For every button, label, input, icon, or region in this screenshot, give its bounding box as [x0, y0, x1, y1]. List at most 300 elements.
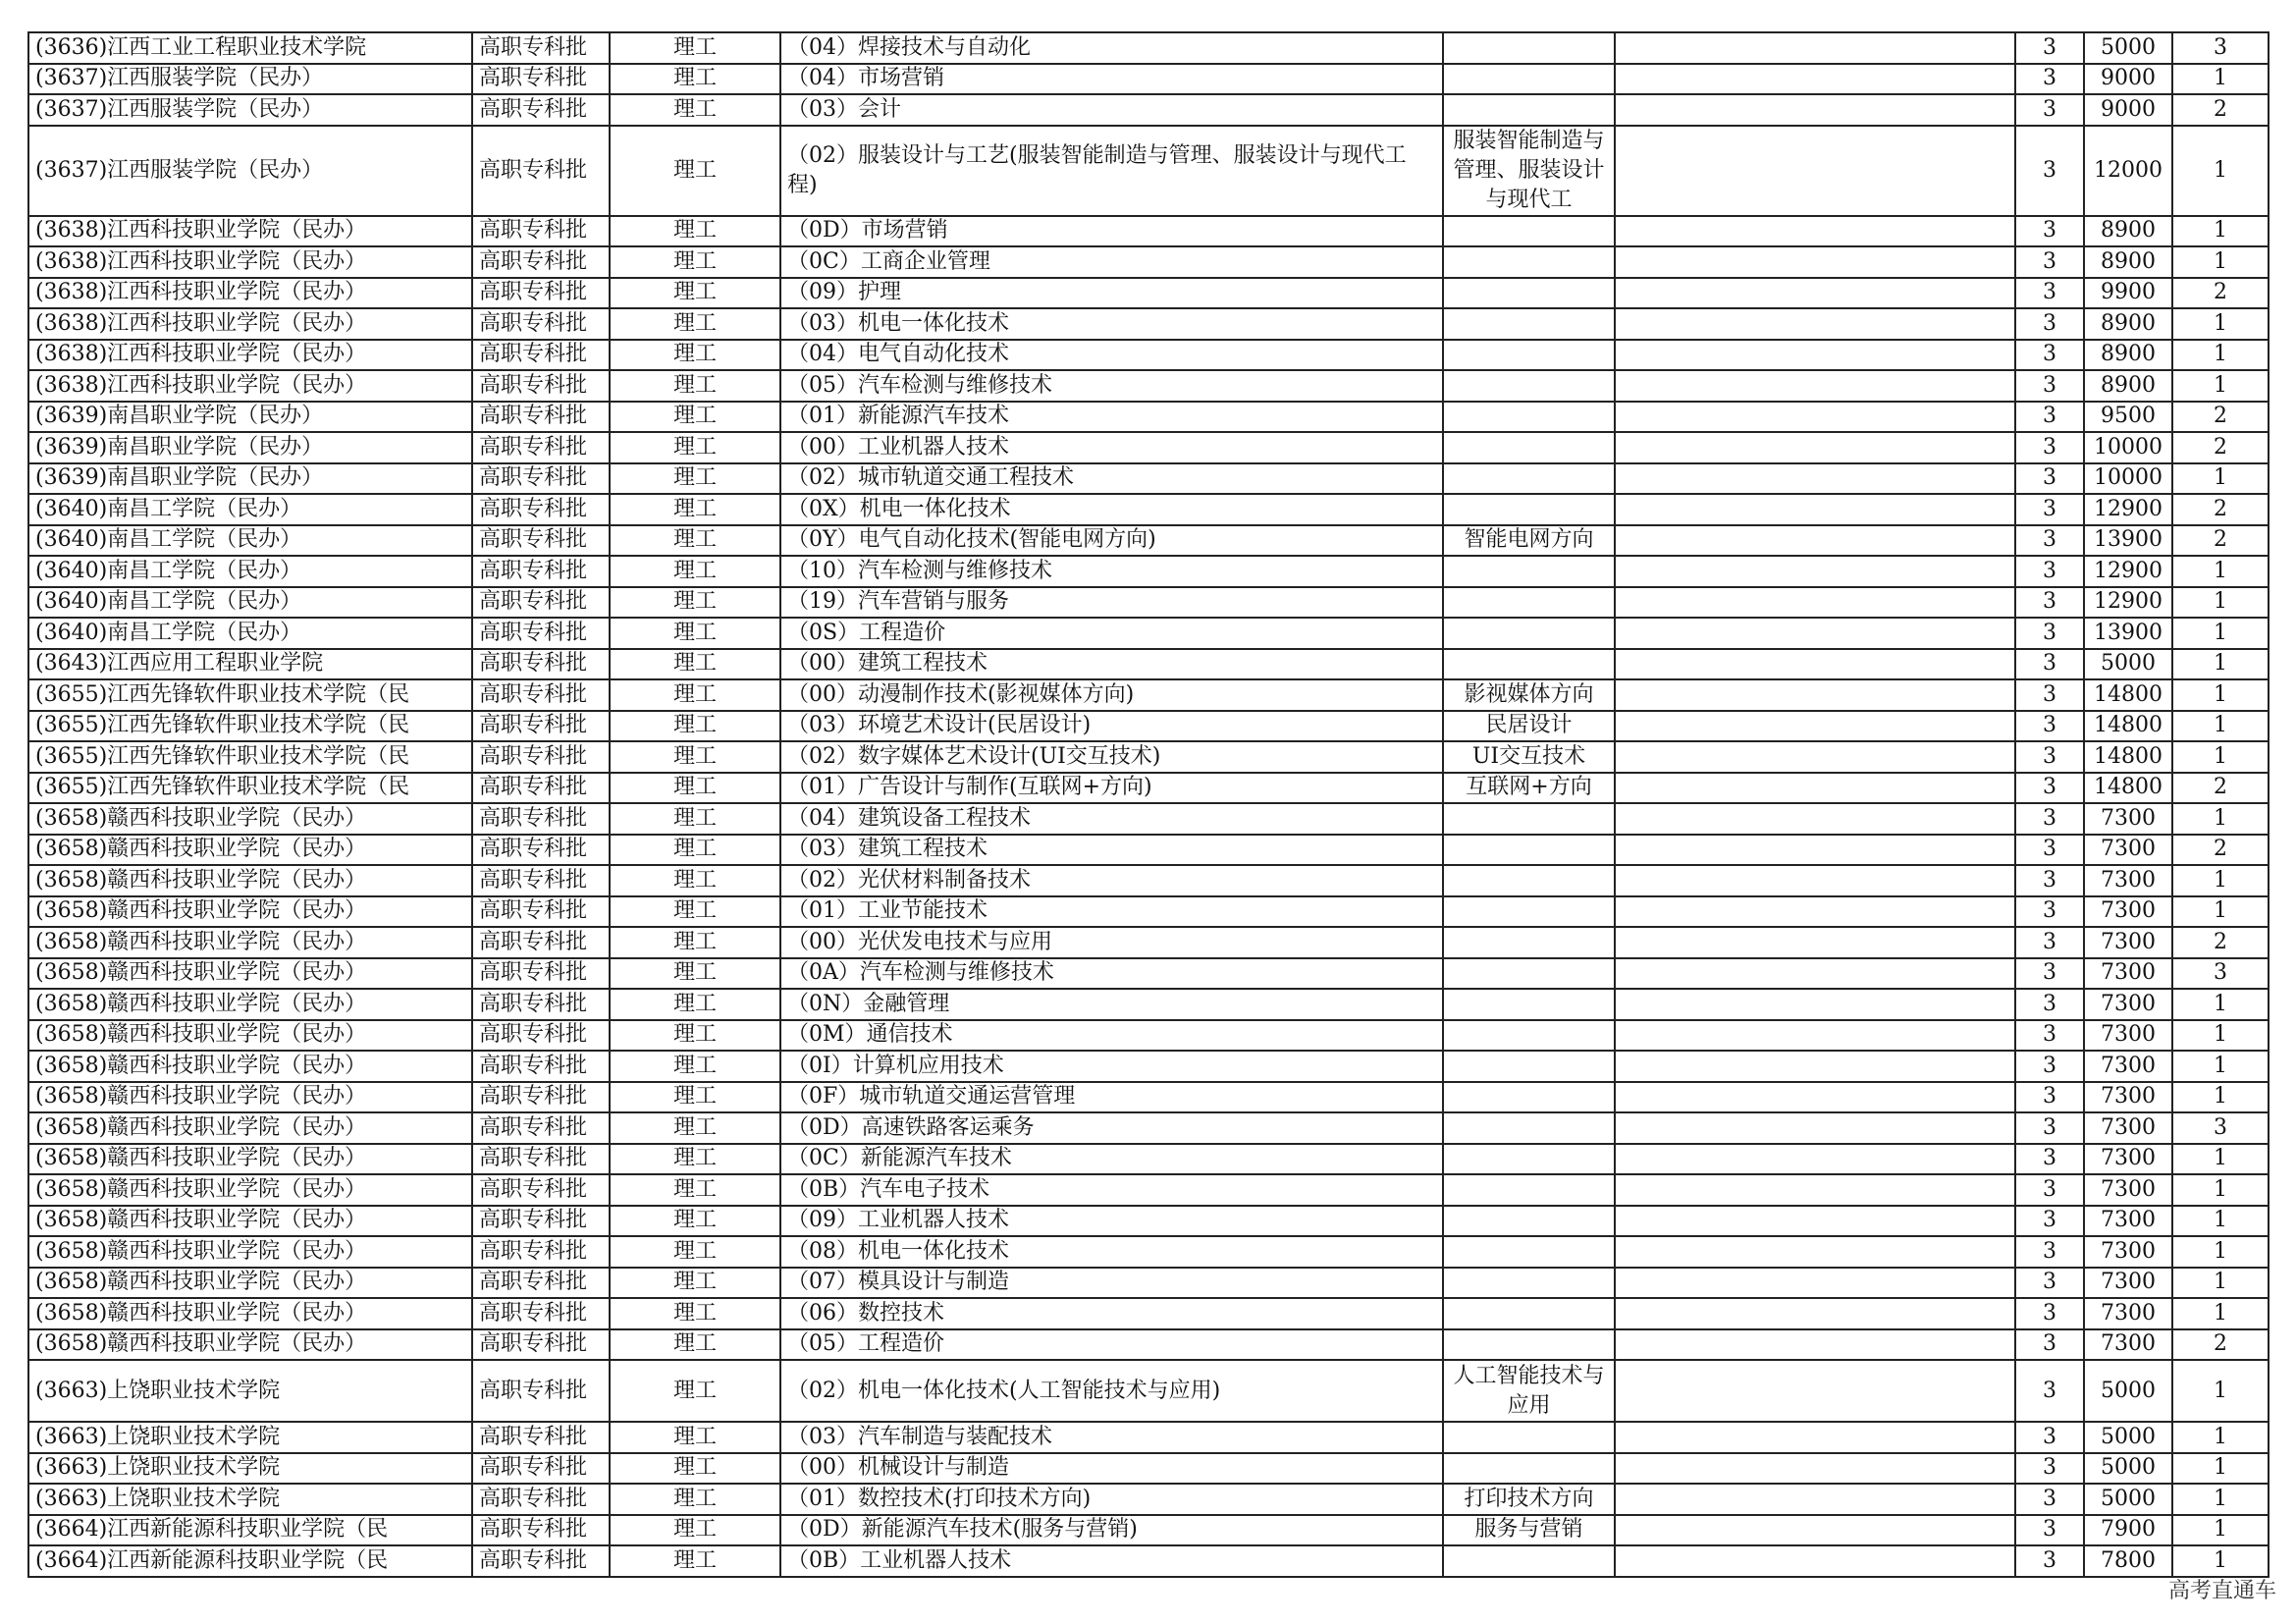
tuition-fee-cell: 12900	[2084, 556, 2172, 587]
major-note-cell: 影视媒体方向	[1443, 679, 1615, 711]
batch-cell: 高职专科批	[472, 618, 610, 649]
tuition-fee-cell: 12900	[2084, 587, 2172, 619]
batch-cell: 高职专科批	[472, 1329, 610, 1361]
subject-type-cell: 理工	[610, 927, 780, 958]
plan-count-cell: 1	[2172, 865, 2269, 896]
batch-cell: 高职专科批	[472, 896, 610, 928]
batch-cell: 高职专科批	[472, 1174, 610, 1206]
major-cell: （06）数控技术	[780, 1298, 1443, 1329]
major-note-cell	[1443, 1112, 1615, 1144]
remark-cell	[1615, 1545, 2015, 1577]
plan-count-cell: 1	[2172, 803, 2269, 835]
major-cell: （0D）市场营销	[780, 216, 1443, 247]
subject-type-cell: 理工	[610, 1206, 780, 1237]
plan-count-cell: 1	[2172, 1360, 2269, 1422]
study-years-cell: 3	[2015, 711, 2084, 742]
subject-type-cell: 理工	[610, 803, 780, 835]
watermark-text: 高考直通车	[2167, 1579, 2276, 1603]
batch-cell: 高职专科批	[472, 1020, 610, 1052]
batch-cell: 高职专科批	[472, 803, 610, 835]
table-row	[28, 679, 2269, 711]
major-cell: （0D）新能源汽车技术(服务与营销)	[780, 1515, 1443, 1546]
plan-count-cell: 1	[2172, 741, 2269, 773]
major-cell: （02）数字媒体艺术设计(UI交互技术)	[780, 741, 1443, 773]
major-note-cell	[1443, 246, 1615, 278]
plan-count-cell: 2	[2172, 835, 2269, 866]
school-name-cell: (3658)赣西科技职业学院（民办）	[28, 1236, 472, 1268]
remark-cell	[1615, 1268, 2015, 1299]
school-name-cell: (3658)赣西科技职业学院（民办）	[28, 1082, 472, 1113]
school-name-cell: (3638)江西科技职业学院（民办）	[28, 278, 472, 309]
major-cell: （00）机械设计与制造	[780, 1453, 1443, 1485]
subject-type-cell: 理工	[610, 556, 780, 587]
subject-type-cell: 理工	[610, 1360, 780, 1422]
major-cell: （07）模具设计与制造	[780, 1268, 1443, 1299]
subject-type-cell: 理工	[610, 1453, 780, 1485]
major-note-cell	[1443, 432, 1615, 463]
tuition-fee-cell: 14800	[2084, 741, 2172, 773]
study-years-cell: 3	[2015, 340, 2084, 371]
tuition-fee-cell: 5000	[2084, 32, 2172, 64]
major-note-cell	[1443, 1020, 1615, 1052]
major-note-cell	[1443, 835, 1615, 866]
remark-cell	[1615, 896, 2015, 928]
tuition-fee-cell: 13900	[2084, 525, 2172, 557]
remark-cell	[1615, 773, 2015, 804]
table-row	[28, 989, 2269, 1020]
subject-type-cell: 理工	[610, 1422, 780, 1453]
study-years-cell: 3	[2015, 1360, 2084, 1422]
school-name-cell: (3640)南昌工学院（民办）	[28, 494, 472, 525]
table-row	[28, 556, 2269, 587]
school-name-cell: (3658)赣西科技职业学院（民办）	[28, 1298, 472, 1329]
batch-cell: 高职专科批	[472, 679, 610, 711]
tuition-fee-cell: 5000	[2084, 1484, 2172, 1515]
major-note-cell	[1443, 463, 1615, 495]
subject-type-cell: 理工	[610, 896, 780, 928]
study-years-cell: 3	[2015, 525, 2084, 557]
school-name-cell: (3658)赣西科技职业学院（民办）	[28, 989, 472, 1020]
batch-cell: 高职专科批	[472, 556, 610, 587]
remark-cell	[1615, 432, 2015, 463]
batch-cell: 高职专科批	[472, 1082, 610, 1113]
plan-count-cell: 1	[2172, 1174, 2269, 1206]
subject-type-cell: 理工	[610, 308, 780, 340]
table-row	[28, 402, 2269, 433]
major-cell: （0D）高速铁路客运乘务	[780, 1112, 1443, 1144]
batch-cell: 高职专科批	[472, 711, 610, 742]
batch-cell: 高职专科批	[472, 835, 610, 866]
major-note-cell	[1443, 494, 1615, 525]
remark-cell	[1615, 246, 2015, 278]
remark-cell	[1615, 340, 2015, 371]
subject-type-cell: 理工	[610, 958, 780, 990]
study-years-cell: 3	[2015, 1298, 2084, 1329]
plan-count-cell: 2	[2172, 432, 2269, 463]
plan-count-cell: 1	[2172, 370, 2269, 402]
table-row	[28, 618, 2269, 649]
major-cell: （02）光伏材料制备技术	[780, 865, 1443, 896]
tuition-fee-cell: 7300	[2084, 1206, 2172, 1237]
tuition-fee-cell: 7300	[2084, 1020, 2172, 1052]
major-note-cell	[1443, 803, 1615, 835]
tuition-fee-cell: 13900	[2084, 618, 2172, 649]
major-cell: （09）工业机器人技术	[780, 1206, 1443, 1237]
plan-count-cell: 1	[2172, 64, 2269, 95]
study-years-cell: 3	[2015, 370, 2084, 402]
subject-type-cell: 理工	[610, 402, 780, 433]
major-note-cell	[1443, 94, 1615, 126]
batch-cell: 高职专科批	[472, 308, 610, 340]
batch-cell: 高职专科批	[472, 741, 610, 773]
school-name-cell: (3637)江西服装学院（民办）	[28, 64, 472, 95]
remark-cell	[1615, 1206, 2015, 1237]
remark-cell	[1615, 958, 2015, 990]
major-note-cell	[1443, 32, 1615, 64]
remark-cell	[1615, 1051, 2015, 1082]
remark-cell	[1615, 126, 2015, 216]
tuition-fee-cell: 10000	[2084, 463, 2172, 495]
school-name-cell: (3655)江西先锋软件职业技术学院（民	[28, 711, 472, 742]
tuition-fee-cell: 5000	[2084, 1360, 2172, 1422]
remark-cell	[1615, 711, 2015, 742]
plan-count-cell: 2	[2172, 494, 2269, 525]
table-row	[28, 711, 2269, 742]
tuition-fee-cell: 7300	[2084, 1174, 2172, 1206]
table-row	[28, 1268, 2269, 1299]
school-name-cell: (3639)南昌职业学院（民办）	[28, 463, 472, 495]
table-row	[28, 587, 2269, 619]
study-years-cell: 3	[2015, 679, 2084, 711]
major-cell: （00）建筑工程技术	[780, 649, 1443, 680]
school-name-cell: (3655)江西先锋软件职业技术学院（民	[28, 679, 472, 711]
major-cell: （0M）通信技术	[780, 1020, 1443, 1052]
tuition-fee-cell: 7300	[2084, 835, 2172, 866]
subject-type-cell: 理工	[610, 711, 780, 742]
plan-count-cell: 2	[2172, 402, 2269, 433]
major-cell: （04）建筑设备工程技术	[780, 803, 1443, 835]
batch-cell: 高职专科批	[472, 1545, 610, 1577]
major-cell: （0B）汽车电子技术	[780, 1174, 1443, 1206]
school-name-cell: (3664)江西新能源科技职业学院（民	[28, 1515, 472, 1546]
study-years-cell: 3	[2015, 1329, 2084, 1361]
major-note-cell	[1443, 308, 1615, 340]
tuition-fee-cell: 10000	[2084, 432, 2172, 463]
study-years-cell: 3	[2015, 94, 2084, 126]
school-name-cell: (3658)赣西科技职业学院（民办）	[28, 1144, 472, 1175]
major-note-cell: 民居设计	[1443, 711, 1615, 742]
remark-cell	[1615, 1174, 2015, 1206]
tuition-fee-cell: 14800	[2084, 773, 2172, 804]
subject-type-cell: 理工	[610, 1020, 780, 1052]
major-cell: （08）机电一体化技术	[780, 1236, 1443, 1268]
subject-type-cell: 理工	[610, 1236, 780, 1268]
table-row	[28, 1174, 2269, 1206]
subject-type-cell: 理工	[610, 1484, 780, 1515]
study-years-cell: 3	[2015, 402, 2084, 433]
study-years-cell: 3	[2015, 1112, 2084, 1144]
plan-count-cell: 1	[2172, 340, 2269, 371]
major-note-cell	[1443, 587, 1615, 619]
major-cell: （19）汽车营销与服务	[780, 587, 1443, 619]
study-years-cell: 3	[2015, 587, 2084, 619]
admission-plan-table	[27, 31, 2269, 1578]
subject-type-cell: 理工	[610, 1051, 780, 1082]
table-row	[28, 1236, 2269, 1268]
subject-type-cell: 理工	[610, 64, 780, 95]
tuition-fee-cell: 7300	[2084, 1236, 2172, 1268]
major-cell: （02）城市轨道交通工程技术	[780, 463, 1443, 495]
table-row	[28, 649, 2269, 680]
major-cell: （00）光伏发电技术与应用	[780, 927, 1443, 958]
remark-cell	[1615, 835, 2015, 866]
school-name-cell: (3663)上饶职业技术学院	[28, 1422, 472, 1453]
school-name-cell: (3640)南昌工学院（民办）	[28, 587, 472, 619]
plan-count-cell: 1	[2172, 308, 2269, 340]
batch-cell: 高职专科批	[472, 370, 610, 402]
plan-count-cell: 1	[2172, 711, 2269, 742]
tuition-fee-cell: 7300	[2084, 1051, 2172, 1082]
table-row	[28, 1020, 2269, 1052]
subject-type-cell: 理工	[610, 32, 780, 64]
study-years-cell: 3	[2015, 1545, 2084, 1577]
major-cell: （09）护理	[780, 278, 1443, 309]
major-cell: （03）机电一体化技术	[780, 308, 1443, 340]
study-years-cell: 3	[2015, 773, 2084, 804]
subject-type-cell: 理工	[610, 340, 780, 371]
tuition-fee-cell: 5000	[2084, 649, 2172, 680]
tuition-fee-cell: 7300	[2084, 958, 2172, 990]
school-name-cell: (3658)赣西科技职业学院（民办）	[28, 1112, 472, 1144]
subject-type-cell: 理工	[610, 679, 780, 711]
table-row	[28, 463, 2269, 495]
major-note-cell	[1443, 1298, 1615, 1329]
study-years-cell: 3	[2015, 649, 2084, 680]
remark-cell	[1615, 803, 2015, 835]
tuition-fee-cell: 7300	[2084, 1298, 2172, 1329]
remark-cell	[1615, 587, 2015, 619]
batch-cell: 高职专科批	[472, 216, 610, 247]
table-row	[28, 773, 2269, 804]
subject-type-cell: 理工	[610, 618, 780, 649]
remark-cell	[1615, 1453, 2015, 1485]
tuition-fee-cell: 7300	[2084, 989, 2172, 1020]
school-name-cell: (3640)南昌工学院（民办）	[28, 556, 472, 587]
major-cell: （00）工业机器人技术	[780, 432, 1443, 463]
tuition-fee-cell: 9000	[2084, 64, 2172, 95]
study-years-cell: 3	[2015, 803, 2084, 835]
remark-cell	[1615, 308, 2015, 340]
school-name-cell: (3658)赣西科技职业学院（民办）	[28, 865, 472, 896]
school-name-cell: (3658)赣西科技职业学院（民办）	[28, 896, 472, 928]
remark-cell	[1615, 618, 2015, 649]
tuition-fee-cell: 14800	[2084, 711, 2172, 742]
batch-cell: 高职专科批	[472, 494, 610, 525]
batch-cell: 高职专科批	[472, 1236, 610, 1268]
study-years-cell: 3	[2015, 126, 2084, 216]
batch-cell: 高职专科批	[472, 1112, 610, 1144]
subject-type-cell: 理工	[610, 463, 780, 495]
remark-cell	[1615, 278, 2015, 309]
study-years-cell: 3	[2015, 1236, 2084, 1268]
batch-cell: 高职专科批	[472, 958, 610, 990]
study-years-cell: 3	[2015, 618, 2084, 649]
study-years-cell: 3	[2015, 432, 2084, 463]
plan-count-cell: 1	[2172, 649, 2269, 680]
table-row	[28, 1051, 2269, 1082]
plan-count-cell: 2	[2172, 927, 2269, 958]
plan-count-cell: 1	[2172, 246, 2269, 278]
plan-count-cell: 1	[2172, 1422, 2269, 1453]
table-row	[28, 1144, 2269, 1175]
major-cell: （04）电气自动化技术	[780, 340, 1443, 371]
table-row	[28, 370, 2269, 402]
plan-count-cell: 1	[2172, 1051, 2269, 1082]
major-note-cell	[1443, 1422, 1615, 1453]
school-name-cell: (3636)江西工业工程职业技术学院	[28, 32, 472, 64]
table-row	[28, 1329, 2269, 1361]
plan-count-cell: 1	[2172, 1545, 2269, 1577]
major-note-cell: 人工智能技术与应用	[1443, 1360, 1615, 1422]
school-name-cell: (3658)赣西科技职业学院（民办）	[28, 1020, 472, 1052]
school-name-cell: (3658)赣西科技职业学院（民办）	[28, 1268, 472, 1299]
tuition-fee-cell: 7300	[2084, 1329, 2172, 1361]
school-name-cell: (3664)江西新能源科技职业学院（民	[28, 1545, 472, 1577]
major-note-cell	[1443, 1206, 1615, 1237]
batch-cell: 高职专科批	[472, 927, 610, 958]
subject-type-cell: 理工	[610, 865, 780, 896]
tuition-fee-cell: 8900	[2084, 370, 2172, 402]
batch-cell: 高职专科批	[472, 649, 610, 680]
major-note-cell: 打印技术方向	[1443, 1484, 1615, 1515]
table-row	[28, 246, 2269, 278]
study-years-cell: 3	[2015, 216, 2084, 247]
major-cell: （01）工业节能技术	[780, 896, 1443, 928]
plan-count-cell: 2	[2172, 1329, 2269, 1361]
table-row	[28, 94, 2269, 126]
remark-cell	[1615, 1298, 2015, 1329]
subject-type-cell: 理工	[610, 989, 780, 1020]
subject-type-cell: 理工	[610, 1545, 780, 1577]
tuition-fee-cell: 8900	[2084, 246, 2172, 278]
tuition-fee-cell: 7300	[2084, 1144, 2172, 1175]
remark-cell	[1615, 1515, 2015, 1546]
study-years-cell: 3	[2015, 463, 2084, 495]
plan-count-cell: 3	[2172, 1112, 2269, 1144]
school-name-cell: (3638)江西科技职业学院（民办）	[28, 340, 472, 371]
school-name-cell: (3658)赣西科技职业学院（民办）	[28, 1206, 472, 1237]
table-row	[28, 1206, 2269, 1237]
remark-cell	[1615, 402, 2015, 433]
plan-count-cell: 2	[2172, 525, 2269, 557]
plan-count-cell: 1	[2172, 1082, 2269, 1113]
subject-type-cell: 理工	[610, 1082, 780, 1113]
plan-count-cell: 1	[2172, 1453, 2269, 1485]
major-note-cell	[1443, 216, 1615, 247]
major-cell: （0B）工业机器人技术	[780, 1545, 1443, 1577]
major-cell: （0C）新能源汽车技术	[780, 1144, 1443, 1175]
plan-count-cell: 2	[2172, 94, 2269, 126]
subject-type-cell: 理工	[610, 835, 780, 866]
remark-cell	[1615, 989, 2015, 1020]
tuition-fee-cell: 12900	[2084, 494, 2172, 525]
batch-cell: 高职专科批	[472, 340, 610, 371]
remark-cell	[1615, 525, 2015, 557]
plan-count-cell: 1	[2172, 1206, 2269, 1237]
major-note-cell	[1443, 1329, 1615, 1361]
school-name-cell: (3658)赣西科技职业学院（民办）	[28, 835, 472, 866]
subject-type-cell: 理工	[610, 126, 780, 216]
school-name-cell: (3639)南昌职业学院（民办）	[28, 432, 472, 463]
table-row	[28, 278, 2269, 309]
subject-type-cell: 理工	[610, 370, 780, 402]
remark-cell	[1615, 1236, 2015, 1268]
table-row	[28, 1545, 2269, 1577]
major-cell: （05）工程造价	[780, 1329, 1443, 1361]
major-note-cell	[1443, 370, 1615, 402]
batch-cell: 高职专科批	[472, 1515, 610, 1546]
school-name-cell: (3638)江西科技职业学院（民办）	[28, 216, 472, 247]
major-cell: （0A）汽车检测与维修技术	[780, 958, 1443, 990]
major-cell: （0N）金融管理	[780, 989, 1443, 1020]
school-name-cell: (3639)南昌职业学院（民办）	[28, 402, 472, 433]
school-name-cell: (3637)江西服装学院（民办）	[28, 94, 472, 126]
remark-cell	[1615, 1360, 2015, 1422]
major-cell: （00）动漫制作技术(影视媒体方向)	[780, 679, 1443, 711]
plan-count-cell: 1	[2172, 587, 2269, 619]
batch-cell: 高职专科批	[472, 32, 610, 64]
batch-cell: 高职专科批	[472, 246, 610, 278]
tuition-fee-cell: 9000	[2084, 94, 2172, 126]
major-cell: （02）服装设计与工艺(服装智能制造与管理、服装设计与现代工程)	[780, 126, 1443, 216]
school-name-cell: (3658)赣西科技职业学院（民办）	[28, 927, 472, 958]
school-name-cell: (3640)南昌工学院（民办）	[28, 618, 472, 649]
study-years-cell: 3	[2015, 1020, 2084, 1052]
tuition-fee-cell: 8900	[2084, 308, 2172, 340]
major-note-cell	[1443, 1174, 1615, 1206]
major-note-cell	[1443, 1236, 1615, 1268]
major-cell: （0I）计算机应用技术	[780, 1051, 1443, 1082]
batch-cell: 高职专科批	[472, 1453, 610, 1485]
school-name-cell: (3663)上饶职业技术学院	[28, 1484, 472, 1515]
major-cell: （03）汽车制造与装配技术	[780, 1422, 1443, 1453]
batch-cell: 高职专科批	[472, 1144, 610, 1175]
remark-cell	[1615, 1484, 2015, 1515]
tuition-fee-cell: 7300	[2084, 1112, 2172, 1144]
school-name-cell: (3637)江西服装学院（民办）	[28, 126, 472, 216]
study-years-cell: 3	[2015, 835, 2084, 866]
study-years-cell: 3	[2015, 1051, 2084, 1082]
remark-cell	[1615, 741, 2015, 773]
major-note-cell: 智能电网方向	[1443, 525, 1615, 557]
remark-cell	[1615, 1082, 2015, 1113]
study-years-cell: 3	[2015, 1268, 2084, 1299]
major-note-cell	[1443, 1144, 1615, 1175]
table-row	[28, 494, 2269, 525]
table-row	[28, 64, 2269, 95]
school-name-cell: (3638)江西科技职业学院（民办）	[28, 308, 472, 340]
subject-type-cell: 理工	[610, 1174, 780, 1206]
major-cell: （03）环境艺术设计(民居设计)	[780, 711, 1443, 742]
major-cell: （01）广告设计与制作(互联网+方向)	[780, 773, 1443, 804]
tuition-fee-cell: 12000	[2084, 126, 2172, 216]
tuition-fee-cell: 5000	[2084, 1422, 2172, 1453]
school-name-cell: (3658)赣西科技职业学院（民办）	[28, 958, 472, 990]
batch-cell: 高职专科批	[472, 64, 610, 95]
batch-cell: 高职专科批	[472, 1268, 610, 1299]
major-note-cell: 服务与营销	[1443, 1515, 1615, 1546]
batch-cell: 高职专科批	[472, 126, 610, 216]
